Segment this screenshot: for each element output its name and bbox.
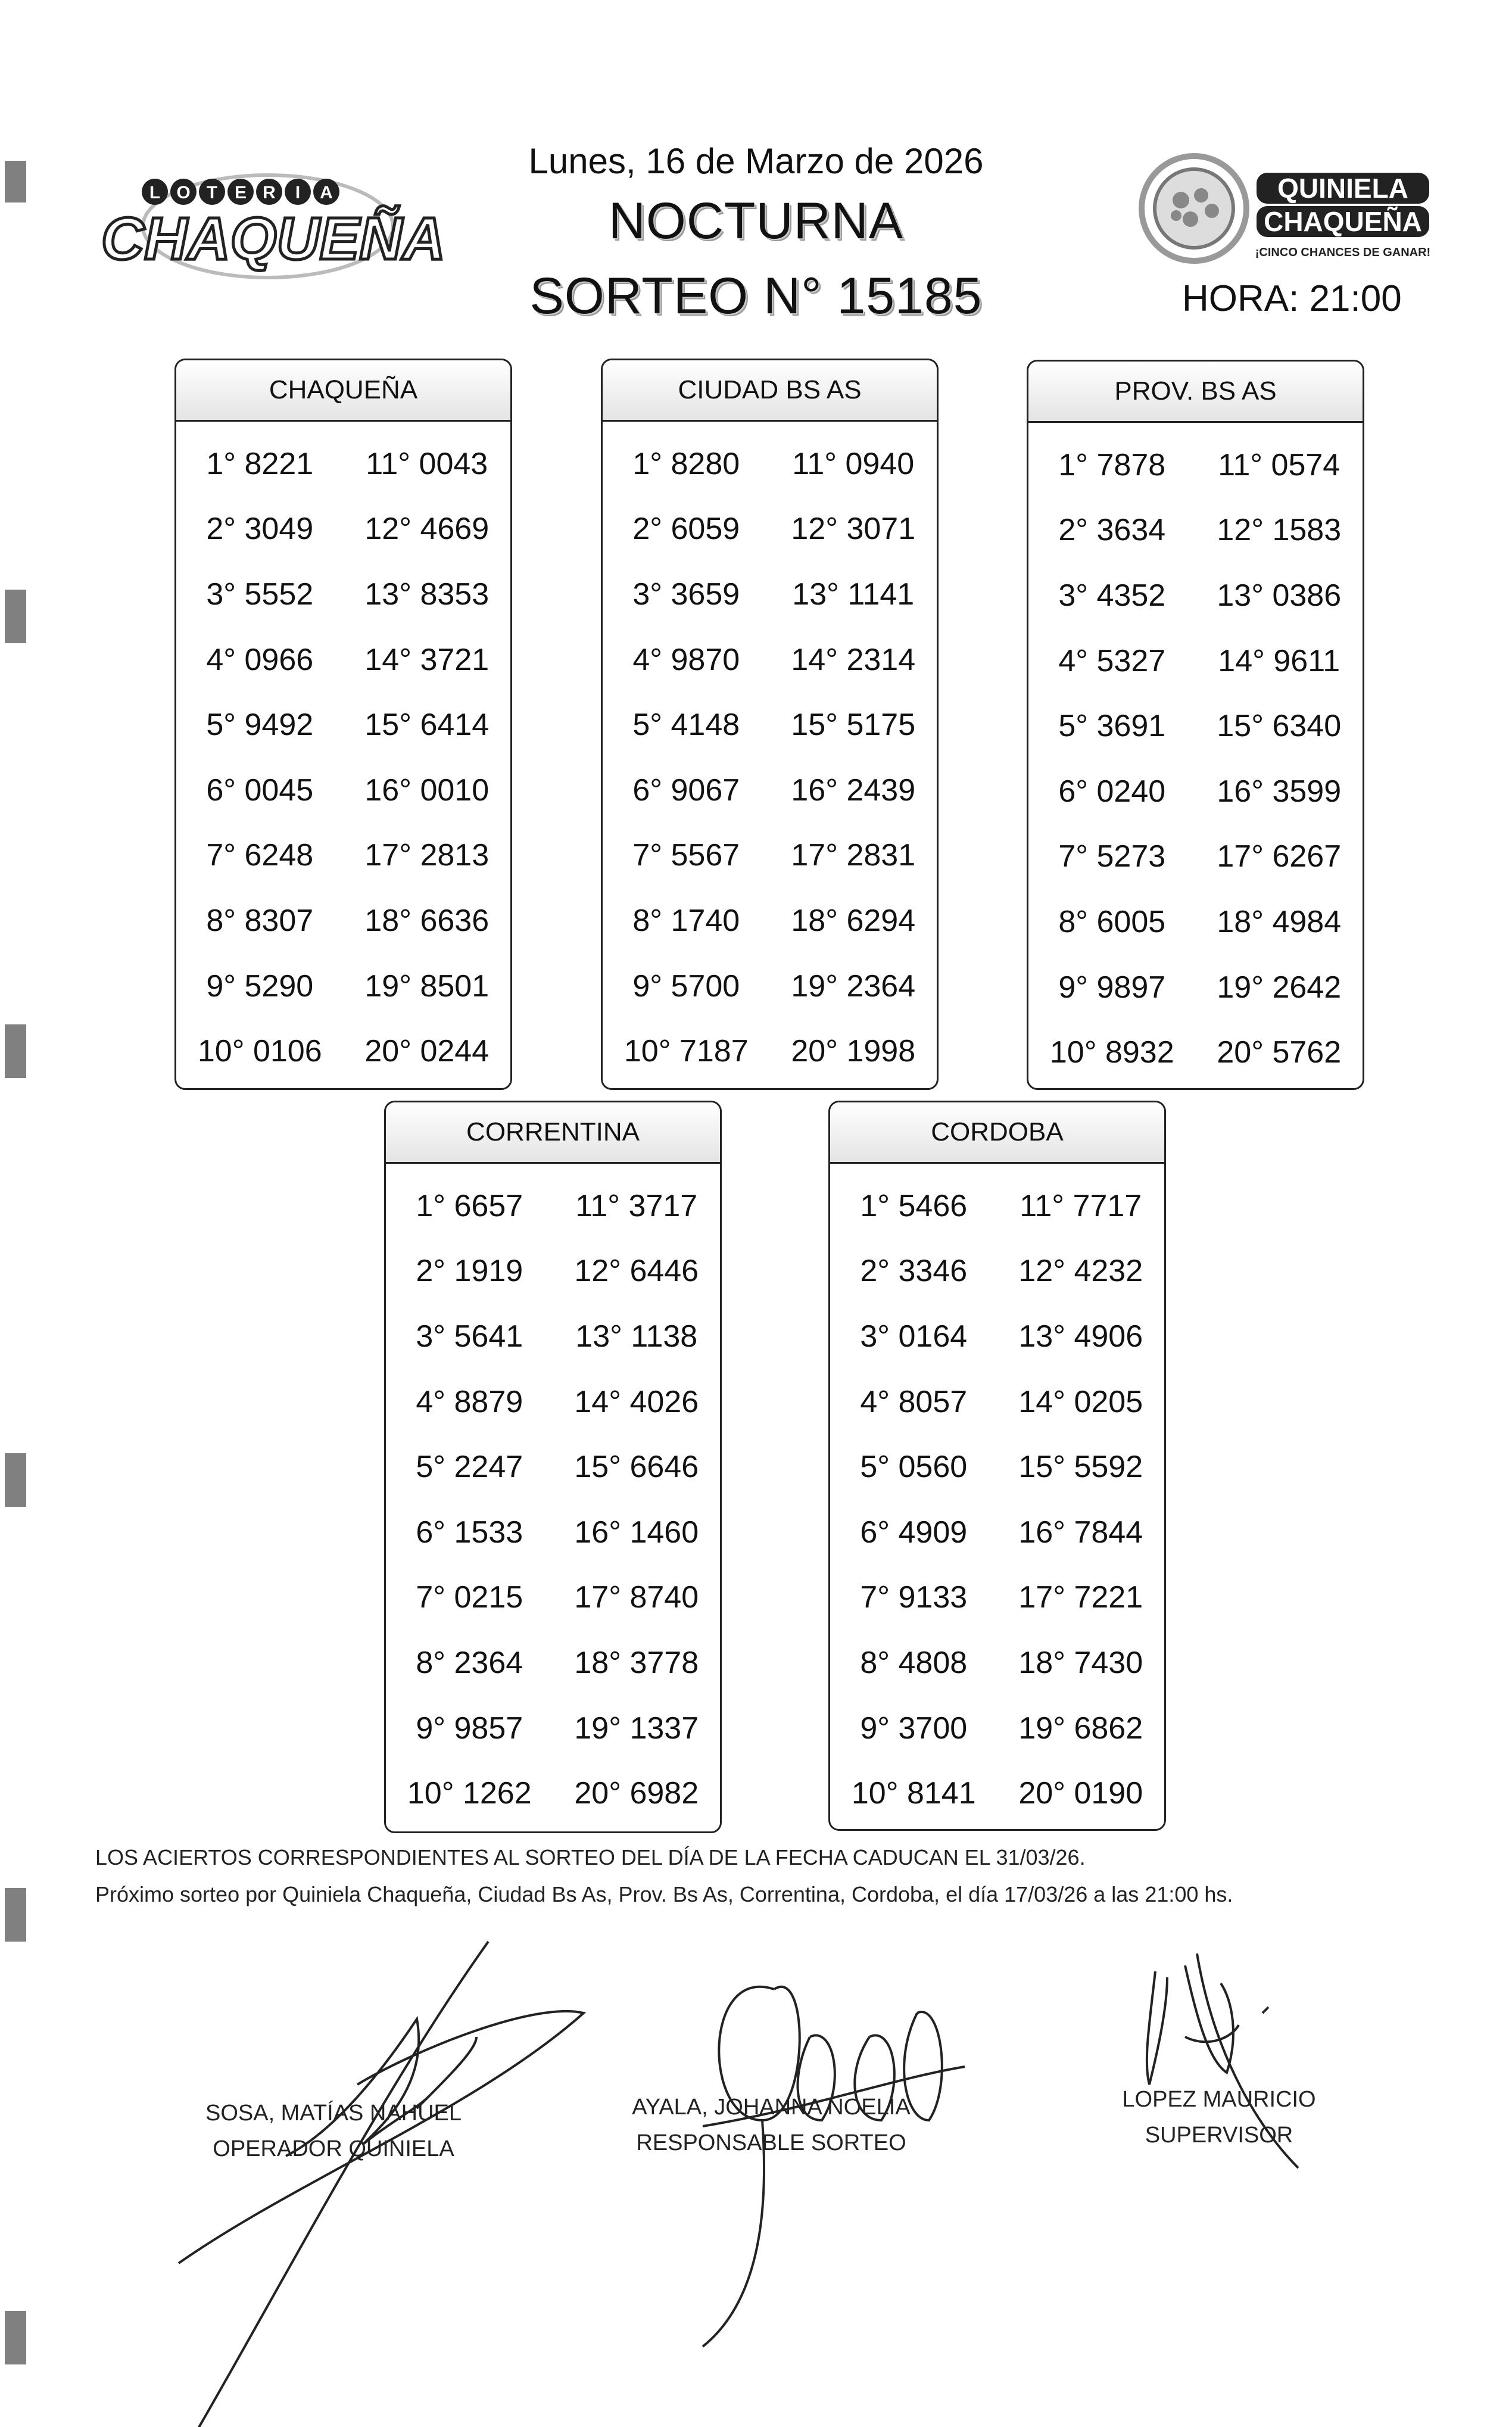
prize-number: 2° 3634 <box>1058 513 1166 548</box>
table-row <box>1028 432 1363 498</box>
prize-number: 19° 2642 <box>1217 970 1342 1005</box>
prize-number: 12° 1583 <box>1217 513 1342 548</box>
table-row <box>386 1369 720 1435</box>
prize-number: 6° 0240 <box>1058 774 1166 809</box>
prize-number: 20° 0190 <box>1018 1776 1143 1811</box>
table-row <box>176 431 510 497</box>
prize-number: 20° 5762 <box>1217 1035 1342 1070</box>
prize-number: 5° 2247 <box>416 1450 523 1485</box>
table-row <box>830 1239 1164 1304</box>
prize-number: 2° 6059 <box>632 512 740 547</box>
table-rows <box>603 422 937 1084</box>
prize-number: 6° 4909 <box>860 1515 968 1550</box>
prize-number: 20° 6982 <box>574 1776 699 1811</box>
table-row <box>1028 889 1363 955</box>
prize-number: 12° 3071 <box>791 512 916 547</box>
table-row <box>830 1304 1164 1369</box>
prize-number: 5° 9492 <box>206 708 314 743</box>
table-row <box>1028 759 1363 824</box>
table-rows <box>1028 423 1363 1085</box>
table-row <box>1028 824 1363 890</box>
table-row <box>1028 693 1363 759</box>
table-row <box>603 954 937 1019</box>
table-row <box>603 1018 937 1084</box>
table-row <box>176 954 510 1019</box>
scan-mark <box>5 1453 26 1507</box>
table-row <box>176 692 510 758</box>
svg-text:I: I <box>295 183 301 202</box>
prize-number: 3° 5552 <box>206 577 314 612</box>
prize-number: 1° 7878 <box>1058 447 1166 482</box>
prize-number: 18° 3778 <box>574 1645 699 1680</box>
prize-number: 15° 6646 <box>574 1450 699 1485</box>
table-header: CHAQUEÑA <box>176 360 510 422</box>
logo-right-line1: QUINIELA <box>1277 173 1408 204</box>
prize-number: 16° 1460 <box>574 1515 699 1550</box>
prize-number: 15° 6340 <box>1217 709 1342 744</box>
prize-number: 17° 7221 <box>1018 1580 1143 1615</box>
table-row <box>386 1173 720 1239</box>
table-row <box>830 1761 1164 1826</box>
prize-number: 7° 6248 <box>206 838 314 873</box>
prize-number: 10° 7187 <box>623 1034 749 1069</box>
table-rows <box>830 1164 1164 1826</box>
table-row <box>386 1761 720 1826</box>
prize-number: 8° 1740 <box>632 903 740 938</box>
prize-number: 9° 3700 <box>860 1711 968 1746</box>
prize-number: 11° 0043 <box>366 446 488 481</box>
prize-number: 14° 0205 <box>1018 1384 1143 1419</box>
table-row <box>603 692 937 758</box>
prize-number: 13° 1141 <box>792 577 915 612</box>
table-row <box>1028 1020 1363 1085</box>
prize-number: 19° 1337 <box>574 1711 699 1746</box>
table-row <box>830 1565 1164 1631</box>
table-rows <box>176 422 510 1084</box>
prize-number: 8° 2364 <box>416 1645 523 1680</box>
prize-number: 5° 3691 <box>1058 709 1166 744</box>
table-row <box>176 823 510 889</box>
prize-number: 14° 3721 <box>364 642 490 677</box>
table-row <box>176 627 510 693</box>
table-row <box>386 1630 720 1696</box>
prize-number: 1° 8280 <box>632 446 740 481</box>
prize-number: 16° 3599 <box>1217 774 1342 809</box>
prize-number: 18° 4984 <box>1217 904 1342 939</box>
prize-number: 9° 9857 <box>416 1711 523 1746</box>
results-table-prov-bs-as <box>1027 360 1364 1090</box>
table-row <box>603 627 937 693</box>
logo-left-main: CHAQUEÑA <box>101 205 445 272</box>
prize-number: 20° 0244 <box>364 1034 490 1069</box>
prize-number: 9° 9897 <box>1058 970 1166 1005</box>
table-row <box>1028 563 1363 628</box>
table-row <box>176 758 510 823</box>
prize-number: 1° 5466 <box>860 1188 968 1223</box>
svg-text:R: R <box>263 183 276 202</box>
table-rows <box>386 1164 720 1826</box>
prize-number: 13° 4906 <box>1018 1319 1143 1354</box>
prize-number: 7° 9133 <box>860 1580 968 1615</box>
signature-role-2: RESPONSABLE SORTEO <box>636 2130 906 2155</box>
table-row <box>1028 498 1363 563</box>
prize-number: 19° 8501 <box>364 968 490 1004</box>
prize-number: 10° 0106 <box>197 1034 322 1069</box>
prize-number: 11° 7717 <box>1020 1188 1142 1223</box>
table-row <box>176 888 510 954</box>
draw-time: HORA: 21:00 <box>1182 278 1402 319</box>
prize-number: 8° 4808 <box>860 1645 968 1680</box>
prize-number: 12° 4232 <box>1018 1254 1143 1289</box>
prize-number: 3° 0164 <box>860 1319 968 1354</box>
prize-number: 2° 1919 <box>416 1254 523 1289</box>
prize-number: 18° 7430 <box>1018 1645 1143 1680</box>
table-row <box>830 1500 1164 1565</box>
prize-number: 2° 3049 <box>206 512 314 547</box>
prize-number: 1° 6657 <box>416 1188 523 1223</box>
table-row <box>176 1018 510 1084</box>
prize-number: 7° 0215 <box>416 1580 523 1615</box>
prize-number: 4° 8879 <box>416 1384 523 1419</box>
table-row <box>603 562 937 627</box>
table-row <box>830 1434 1164 1500</box>
results-table-correntina <box>384 1101 722 1833</box>
logo-right-tagline: ¡CINCO CHANCES DE GANAR! <box>1255 246 1431 259</box>
table-row <box>386 1434 720 1500</box>
prize-number: 16° 2439 <box>791 772 916 808</box>
prize-number: 2° 3346 <box>860 1254 968 1289</box>
svg-text:E: E <box>234 183 247 202</box>
svg-text:L: L <box>149 183 161 202</box>
prize-number: 18° 6636 <box>364 903 490 938</box>
prize-number: 19° 2364 <box>791 968 916 1004</box>
prize-number: 17° 8740 <box>574 1580 699 1615</box>
prize-number: 7° 5567 <box>632 838 740 873</box>
svg-text:A: A <box>320 183 333 202</box>
table-row <box>386 1500 720 1565</box>
prize-number: 10° 8141 <box>851 1776 976 1811</box>
draw-date: Lunes, 16 de Marzo de 2026 <box>528 141 984 181</box>
table-row <box>386 1239 720 1304</box>
prize-number: 6° 9067 <box>632 772 740 808</box>
table-row <box>603 758 937 823</box>
prize-number: 10° 1262 <box>407 1776 532 1811</box>
signature-name-1: SOSA, MATÍAS NAHUEL <box>205 2101 462 2126</box>
prize-number: 4° 5327 <box>1058 643 1166 678</box>
table-row <box>830 1173 1164 1239</box>
next-draw-note: Próximo sorteo por Quiniela Chaqueña, Ciudad Bs As, Prov. Bs As, Correntina, Cordoba, el día 17/03/26 a las 21:00 hs. <box>95 1882 1233 1906</box>
prize-number: 15° 6414 <box>364 708 490 743</box>
signature-role-1: OPERADOR QUINIELA <box>213 2136 454 2161</box>
signature-role-3: SUPERVISOR <box>1145 2123 1293 2148</box>
prize-number: 7° 5273 <box>1058 839 1166 874</box>
prize-number: 17° 2831 <box>791 838 916 873</box>
prize-number: 4° 9870 <box>632 642 740 677</box>
table-header: CORDOBA <box>830 1102 1164 1164</box>
prize-number: 4° 0966 <box>206 642 314 677</box>
table-row <box>603 823 937 889</box>
prize-number: 14° 2314 <box>791 642 916 677</box>
table-row <box>386 1565 720 1631</box>
logo-right-line2: CHAQUEÑA <box>1264 206 1422 237</box>
prize-number: 6° 0045 <box>206 772 314 808</box>
table-row <box>1028 955 1363 1020</box>
table-row <box>830 1696 1164 1761</box>
prize-number: 12° 4669 <box>364 512 490 547</box>
prize-number: 8° 6005 <box>1058 904 1166 939</box>
results-table-chaquena <box>174 359 512 1090</box>
prize-number: 14° 4026 <box>574 1384 699 1419</box>
prize-number: 3° 5641 <box>416 1319 523 1354</box>
prize-number: 3° 4352 <box>1058 578 1166 613</box>
prize-number: 11° 3717 <box>575 1188 698 1223</box>
signature-scribble-2 <box>703 1987 965 2347</box>
prize-number: 9° 5290 <box>206 968 314 1004</box>
table-row <box>1028 628 1363 694</box>
table-header: CIUDAD BS AS <box>603 360 937 422</box>
draw-number: SORTEO N° 15185 <box>529 267 983 325</box>
prize-number: 3° 3659 <box>632 577 740 612</box>
prize-number: 15° 5175 <box>791 708 916 743</box>
prize-number: 13° 1138 <box>575 1319 698 1354</box>
prize-number: 12° 6446 <box>574 1254 699 1289</box>
prize-number: 16° 7844 <box>1018 1515 1143 1550</box>
expiry-note: LOS ACIERTOS CORRESPONDIENTES AL SORTEO DEL DÍA DE LA FECHA CADUCAN EL 31/03/26. <box>95 1845 1086 1870</box>
prize-number: 19° 6862 <box>1018 1711 1143 1746</box>
prize-number: 11° 0940 <box>792 446 915 481</box>
prize-number: 17° 6267 <box>1217 839 1342 874</box>
scan-mark <box>5 590 26 643</box>
prize-number: 13° 8353 <box>364 577 490 612</box>
table-row <box>830 1369 1164 1435</box>
signature-name-2: AYALA, JOHANNA NOELIA <box>632 2095 911 2120</box>
prize-number: 5° 4148 <box>632 708 740 743</box>
prize-number: 16° 0010 <box>364 772 490 808</box>
signatures-area <box>0 1930 1512 2418</box>
signature-scribble-1 <box>155 1942 584 2427</box>
signature-name-3: LOPEZ MAURICIO <box>1122 2087 1316 2112</box>
prize-number: 8° 8307 <box>206 903 314 938</box>
prize-number: 14° 9611 <box>1218 643 1340 678</box>
table-row <box>830 1630 1164 1696</box>
table-row <box>603 888 937 954</box>
results-table-cordoba <box>828 1101 1166 1831</box>
prize-number: 1° 8221 <box>206 446 314 481</box>
prize-number: 10° 8932 <box>1049 1035 1174 1070</box>
table-row <box>176 497 510 562</box>
svg-text:T: T <box>206 183 218 202</box>
prize-number: 6° 1533 <box>416 1515 523 1550</box>
table-row <box>386 1696 720 1761</box>
prize-number: 20° 1998 <box>791 1034 916 1069</box>
table-row <box>386 1304 720 1369</box>
prize-number: 9° 5700 <box>632 968 740 1004</box>
prize-number: 18° 6294 <box>791 903 916 938</box>
prize-number: 15° 5592 <box>1018 1450 1143 1485</box>
scan-mark <box>5 1024 26 1078</box>
draw-title: NOCTURNA <box>608 192 904 250</box>
results-table-ciudad-bs-as <box>601 359 939 1090</box>
table-header: CORRENTINA <box>386 1102 720 1164</box>
svg-text:O: O <box>176 183 191 202</box>
prize-number: 11° 0574 <box>1218 447 1340 482</box>
table-row <box>603 431 937 497</box>
prize-number: 5° 0560 <box>860 1450 968 1485</box>
table-row <box>603 497 937 562</box>
prize-number: 4° 8057 <box>860 1384 968 1419</box>
prize-number: 13° 0386 <box>1217 578 1342 613</box>
table-header: PROV. BS AS <box>1028 362 1363 423</box>
prize-number: 17° 2813 <box>364 838 490 873</box>
table-row <box>176 562 510 627</box>
